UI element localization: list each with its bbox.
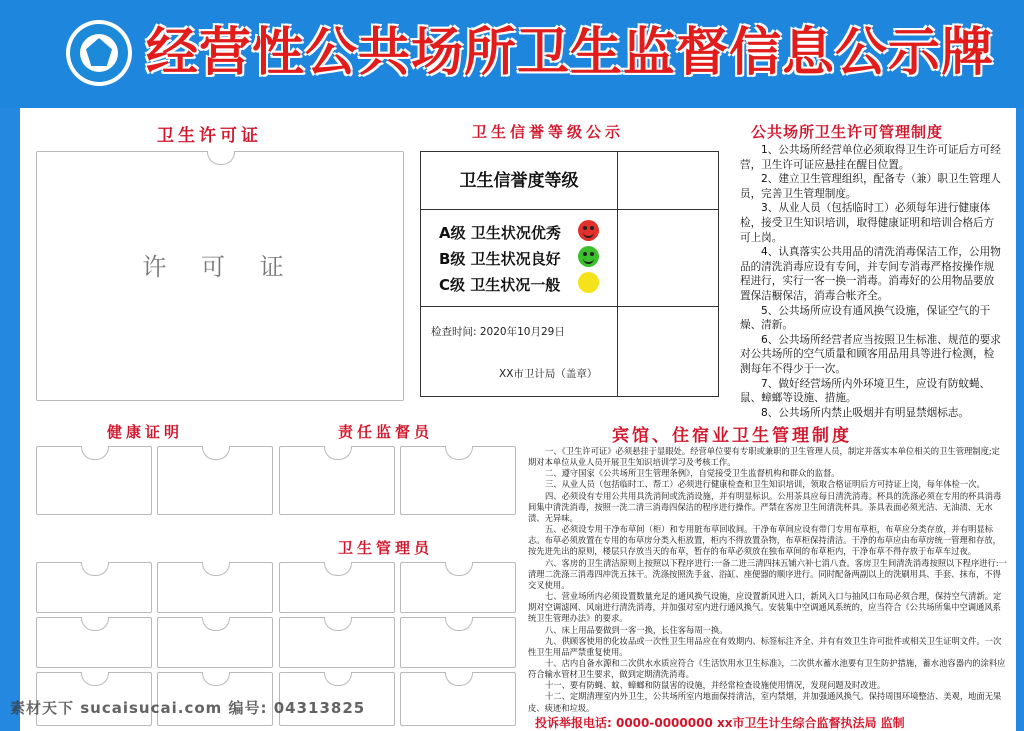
rule-item: 十、店内自备水源和二次供水水质应符合《生活饮用水卫生标准》，二次供水蓄水池要有卫生防护措施，蓄水池容器内的涂料应符合输水管材卫生要求，做到定期清洗消毒。	[528, 657, 1006, 680]
manager-slot	[279, 617, 395, 668]
red-smiley-icon	[578, 220, 599, 241]
header-banner	[0, 0, 1024, 108]
rule-item: 八、床上用品要做到一客一换，长住客每周一换。	[545, 624, 728, 635]
health-cert-slot	[36, 562, 152, 613]
rule-item: 3、从业人员（包括临时工）必须每年进行健康体检，接受卫生知识培训，取得健康证明和培训合格后方可上岗。	[740, 202, 995, 244]
watermark: 素材天下 sucaisucai.com 编号: 04313825	[10, 699, 366, 717]
page-title: 经营性公共场所卫生监督信息公示牌	[146, 23, 995, 83]
rule-item: 一、《卫生许可证》必须悬挂于显眼处。经营单位要有专职或兼职的卫生管理人员，制定并落实本单位相关的卫生管理制度;定期对本单位从业人员开展卫生知识培训学习及考核工作。	[528, 446, 1000, 468]
rule-item: 1、公共场所经营单位必须取得卫生许可证后方可经营，卫生许可证应悬挂在醒目位置。	[740, 144, 1001, 171]
health-cert-slot	[36, 446, 152, 515]
permit-rules-text	[740, 143, 1002, 420]
rule-item: 六、客房的卫生清洁原则上按照以下程序进行:一备二进三清四抹五铺六补七消八查。客房卫生间清洗消毒按照以下程序进行:一清理二洗涤三消毒四冲洗五抹干。洗涤按照洗手盆、浴缸、座便器的顺序进行。同时配备两副以上的洗刷用具、手套、抹布，不得交叉使用。	[528, 557, 1007, 590]
rule-item: 4、认真落实公共用品的清洗消毒保洁工作，公用物品的清洗消毒应设有专间，并专间专消毒严格按操作规程进行，实行一客一换一消毒。消毒好的公用物品要放置保洁橱保洁，消毒合帐齐全。	[740, 246, 1001, 302]
permit-slot	[36, 151, 404, 401]
rules-heading: 公共场所卫生许可管理制度	[751, 123, 944, 141]
grade-b-label: B级 卫生状况良好	[439, 250, 561, 268]
health-emblem-icon	[66, 20, 132, 86]
credit-rating-box	[420, 151, 719, 397]
inspection-authority: XX市卫计局（盖章）	[499, 368, 598, 380]
rule-item: 5、公共场所应设有通风换气设施，保证空气的干燥、清新。	[740, 304, 991, 332]
supervisor-heading: 责任监督员	[338, 423, 434, 441]
supervisor-slot	[400, 446, 516, 515]
rule-item: 九、供顾客使用的化妆品或一次性卫生用品应在有效期内、标签标注齐全、并有有效卫生许可批件或相关卫生证明文件。一次性卫生用品严禁重复使用。	[528, 635, 1002, 657]
rule-item: 十一、要有防蝇、蚊、蟑螂和防鼠害的设施，并经常检查设施使用情况，发现问题及时改进。	[545, 680, 886, 691]
grade-c-label: C级 卫生状况一般	[439, 276, 561, 294]
manager-slot	[279, 562, 395, 613]
health-cert-slot	[157, 562, 273, 613]
health-heading: 健康证明	[107, 423, 184, 441]
manager-slot	[400, 617, 516, 668]
rule-item: 7、做好经营场所内外环境卫生，应设有防蚊蝇、鼠、蟑螂等设施、措施。	[740, 377, 991, 405]
permit-heading: 卫生许可证	[157, 126, 262, 146]
rating-title: 卫生信誉度等级	[459, 171, 579, 191]
manager-slot	[400, 672, 516, 726]
rule-item: 6、公共场所经营者应当按照卫生标准、规范的要求对公共场所的空气质量和顾客用品用具等进行检测，检测每年不得少于一次。	[740, 333, 1001, 375]
rule-item: 十二、定期清理室内外卫生，公共场所室内地面保持清洁，室内禁烟，并加强通风换气。保持周围环境整洁、美观，地面无果皮、痰迹和垃圾。	[528, 691, 1002, 713]
inspection-date: 检查时间: 2020年10月29日	[431, 326, 565, 338]
rule-item: 三、从业人员（包括临时工、帮工）必须进行健康检查和卫生知识培训，领取合格证明后方可持证上岗，每年体检一次。	[545, 479, 985, 490]
health-cert-slot	[157, 617, 273, 668]
manager-heading: 卫生管理员	[338, 539, 434, 557]
complaint-hotline: 投诉举报电话: 0000-0000000 xx市卫生计生综合监督执法局 监制	[535, 716, 905, 730]
supervisor-slot	[279, 446, 395, 515]
permit-label: 许 可 证	[142, 254, 298, 281]
hotel-rules-text	[528, 446, 1008, 714]
health-cert-slot	[36, 617, 152, 668]
rule-item: 四、必须设有专用公共用具洗消间或洗消设施，并有明显标识。公用茶具应每日清洗消毒。杯具的洗涤必须在专用的杯具消毒间集中清洗消毒，按照一洗二清三消毒四保洁的程序进行操作。严禁在客房卫生间清洗杯具。茶具表面必须光洁、无油渍、无水渍、无异味。	[528, 490, 1002, 523]
rule-item: 8、公共场所内禁止吸烟并有明显禁烟标志。	[761, 406, 970, 419]
health-cert-slot	[157, 446, 273, 515]
manager-slot	[400, 562, 516, 613]
rule-item: 七、营业场所内必须设置数量充足的通风换气设施，应设置新风进入口，新风入口与抽风口布局必须合理，保持空气清新。定期对空调滤网、风扇进行清洗消毒，并加强对室内进行通风换气。安装集中空调通风系统的，应当符合《公共场所集中空调通风系统卫生管理办法》的要求。	[528, 591, 1002, 624]
grade-a-label: A级 卫生状况优秀	[439, 224, 561, 242]
rule-item: 五、必须设专用干净布草间（柜）和专用脏布草回收间。干净布草间应设有带门专用布草柜，布草应分类存放，并有明显标志。布草必须放置在专用的布草房分类入柜放置，柜内不得放置杂物，布草柜保持清洁。干净的布草应由布草房统一管理和存放，按先进先出的原则，楼层只存放当天的布草，暂存的布草必须放在独布草间的布草柜内，干净布草不得存放于布草车过夜。	[528, 524, 1001, 557]
rule-item: 二、遵守国家《公共场所卫生管理条例》，自觉接受卫生监督机构和群众的监督。	[545, 468, 840, 479]
rule-item: 2、建立卫生管理组织，配备专（兼）职卫生管理人员，完善卫生管理制度。	[740, 173, 1001, 200]
credit-heading: 卫生信誉等级公示	[472, 123, 625, 141]
yellow-face-icon	[578, 272, 599, 293]
hotel-rules-heading: 宾馆、住宿业卫生管理制度	[612, 426, 852, 446]
green-smiley-icon	[578, 246, 599, 267]
